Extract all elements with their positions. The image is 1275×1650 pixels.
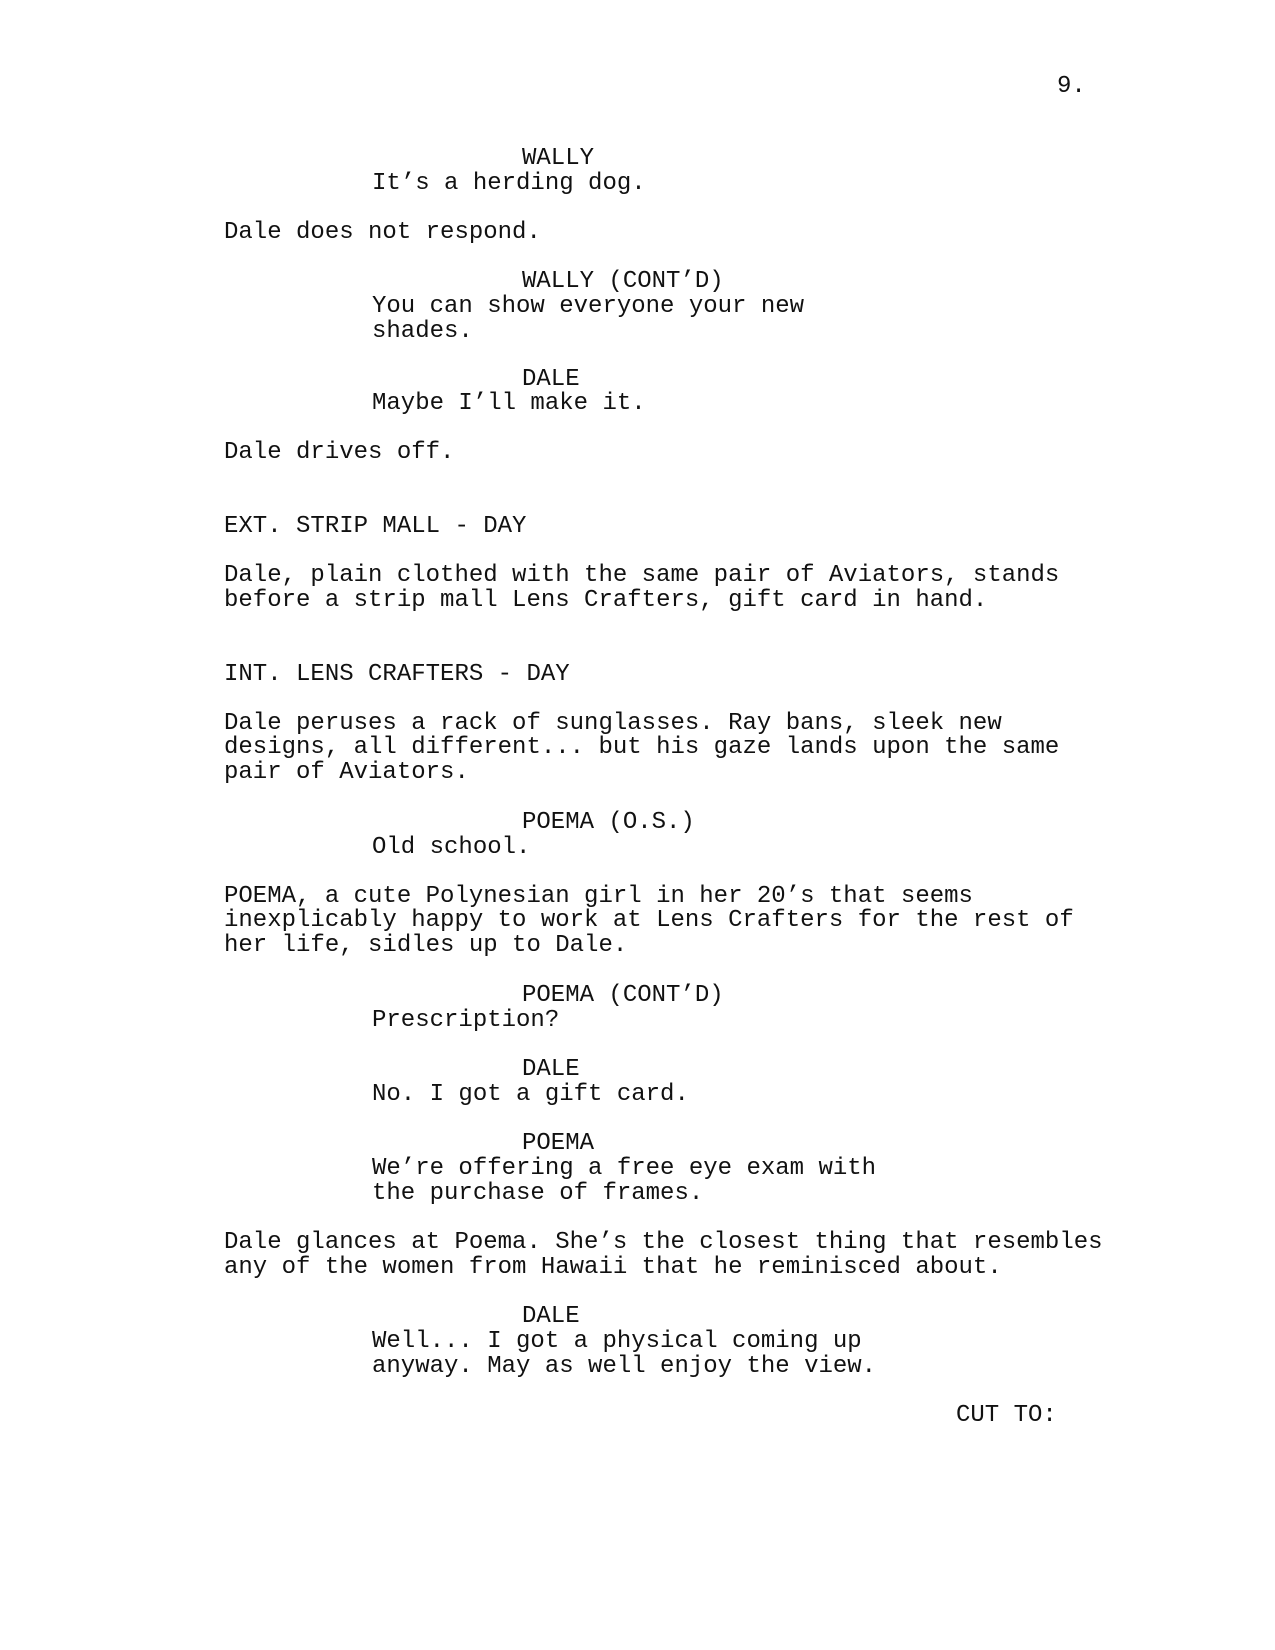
character-name: WALLY (CONT’D) xyxy=(522,268,724,295)
action-line: Dale glances at Poema. She’s the closest thing that resembles xyxy=(224,1229,1103,1256)
action-line: designs, all different... but his gaze lands upon the same xyxy=(224,734,1060,761)
character-name: POEMA xyxy=(522,1130,595,1157)
action-line: before a strip mall Lens Crafters, gift card in hand. xyxy=(224,587,988,614)
transition: CUT TO: xyxy=(956,1402,1057,1429)
action-line: inexplicably happy to work at Lens Crafters for the rest of xyxy=(224,907,1074,934)
character-name: POEMA (O.S.) xyxy=(522,809,695,836)
dialogue-line: Old school. xyxy=(372,834,531,861)
dialogue-line: anyway. May as well enjoy the view. xyxy=(372,1353,877,1380)
action-line: Dale, plain clothed with the same pair of Aviators, stands xyxy=(224,562,1060,589)
dialogue-line: You can show everyone your new xyxy=(372,293,805,320)
action-line: POEMA, a cute Polynesian girl in her 20’s that seems xyxy=(224,883,973,910)
character-name: DALE xyxy=(522,1303,580,1330)
character-name: WALLY xyxy=(522,145,595,172)
character-name: POEMA (CONT’D) xyxy=(522,982,724,1009)
dialogue-line: We’re offering a free eye exam with xyxy=(372,1155,877,1182)
dialogue-line: Well... I got a physical coming up xyxy=(372,1328,862,1355)
dialogue-line: Maybe I’ll make it. xyxy=(372,390,646,417)
scene-heading: EXT. STRIP MALL - DAY xyxy=(224,513,527,540)
action-line: Dale drives off. xyxy=(224,439,455,466)
dialogue-line: It’s a herding dog. xyxy=(372,170,646,197)
dialogue-line: shades. xyxy=(372,318,473,345)
action-line: Dale peruses a rack of sunglasses. Ray bans, sleek new xyxy=(224,710,1002,737)
dialogue-line: No. I got a gift card. xyxy=(372,1081,689,1108)
page-number: 9. xyxy=(1057,73,1086,100)
character-name: DALE xyxy=(522,366,580,393)
action-line: any of the women from Hawaii that he reminisced about. xyxy=(224,1254,1002,1281)
scene-heading: INT. LENS CRAFTERS - DAY xyxy=(224,661,570,688)
dialogue-line: the purchase of frames. xyxy=(372,1180,704,1207)
action-line: pair of Aviators. xyxy=(224,759,469,786)
dialogue-line: Prescription? xyxy=(372,1007,560,1034)
character-name: DALE xyxy=(522,1056,580,1083)
action-line: Dale does not respond. xyxy=(224,219,541,246)
action-line: her life, sidles up to Dale. xyxy=(224,932,628,959)
